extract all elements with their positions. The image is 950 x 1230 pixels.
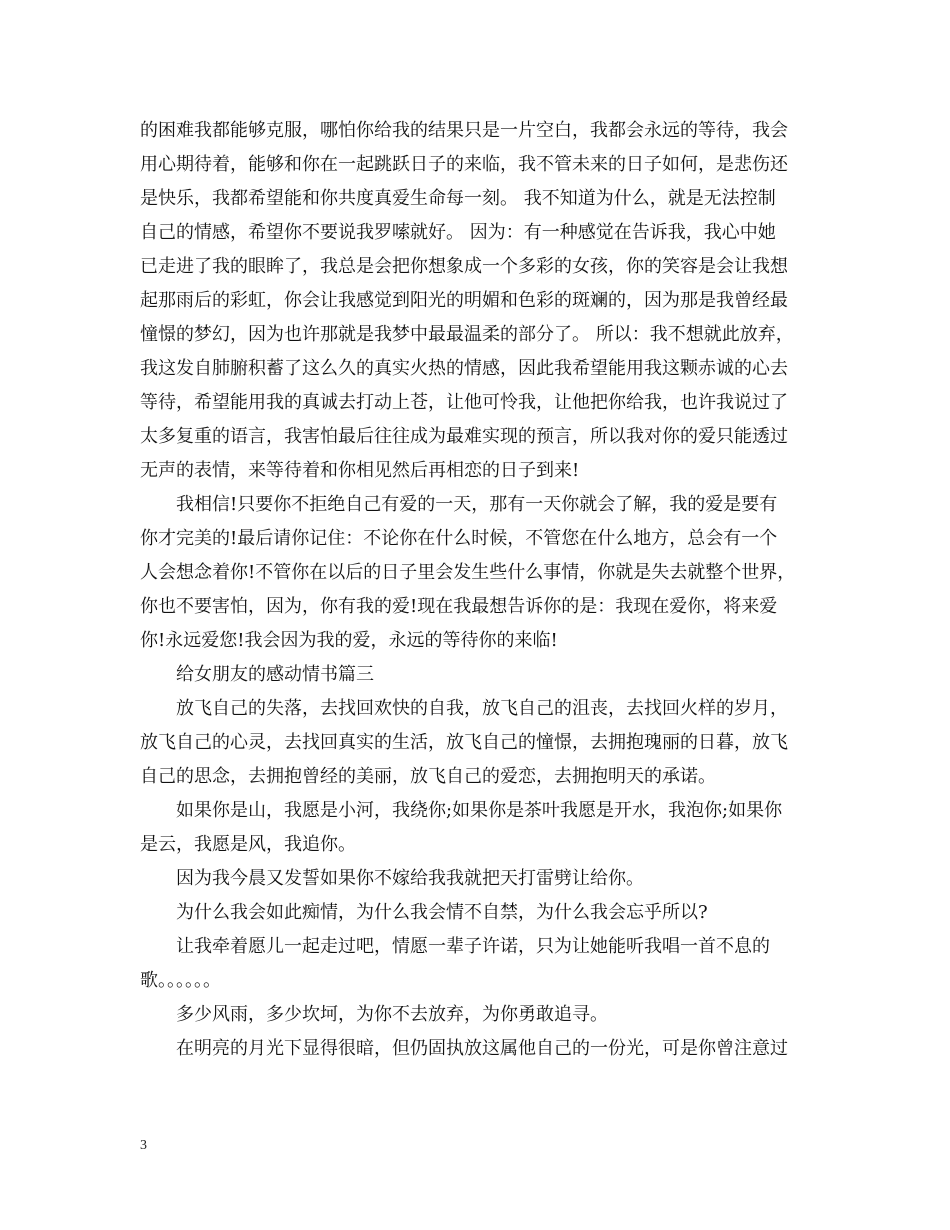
text-line: 等待，希望能用我的真诚去打动上苍，让他可怜我，让他把你给我，也许我说过了 xyxy=(140,392,788,413)
section-heading: 给女朋友的感动情书篇三 xyxy=(176,664,374,685)
text-line: 太多复重的语言，我害怕最后往往成为最难实现的预言，所以我对你的爱只能透过 xyxy=(140,426,788,447)
text-line: 我这发自肺腑积蓄了这么久的真实火热的情感，因此我希望能用我这颗赤诚的心去 xyxy=(140,358,788,379)
paragraph-start-line: 我相信!只要你不拒绝自己有爱的一天，那有一天你就会了解，我的爱是要有 xyxy=(176,494,778,515)
text-line: 放飞自己的心灵，去找回真实的生活，放飞自己的憧憬，去拥抱瑰丽的日暮，放飞 xyxy=(140,732,788,753)
paragraph-start-line: 多少风雨，多少坎坷，为你不去放弃，为你勇敢追寻。 xyxy=(176,1004,608,1025)
text-line: 你也不要害怕，因为，你有我的爱!现在我最想告诉你的是：我现在爱你，将来爱 xyxy=(140,596,778,617)
text-line: 憧憬的梦幻，因为也许那就是我梦中最最温柔的部分了。 所以：我不想就此放弃， xyxy=(140,324,794,345)
document-body xyxy=(140,114,816,1066)
text-line: 起那雨后的彩虹，你会让我感觉到阳光的明媚和色彩的斑斓的，因为那是我曾经最 xyxy=(140,290,788,311)
paragraph-start-line: 在明亮的月光下显得很暗，但仍固执放这属他自己的一份光，可是你曾注意过 xyxy=(176,1038,788,1059)
text-line: 你!永远爱您!我会因为我的爱，永远的等待你的来临! xyxy=(140,630,558,651)
text-line: 歌。。。。。。 xyxy=(140,970,221,991)
text-line: 已走进了我的眼眸了，我总是会把你想象成一个多彩的女孩，你的笑容是会让我想 xyxy=(140,256,788,277)
text-line: 用心期待着，能够和你在一起跳跃日子的来临，我不管未来的日子如何，是悲伤还 xyxy=(140,154,788,175)
paragraph-start-line: 为什么我会如此痴情，为什么我会情不自禁，为什么我会忘乎所以? xyxy=(176,902,708,923)
text-line: 人会想念着你!不管你在以后的日子里会发生些什么事情，你就是失去就整个世界， xyxy=(140,562,796,583)
paragraph-start-line: 让我牵着愿儿一起走过吧，情愿一辈子许诺，只为让她能听我唱一首不息的 xyxy=(176,936,770,957)
text-line: 你才完美的!最后请你记住：不论你在什么时候，不管您在什么地方，总会有一个 xyxy=(140,528,778,549)
text-line: 自己的情感，希望你不要说我罗嗦就好。 因为：有一种感觉在告诉我，我心中她 xyxy=(140,222,776,243)
paragraph-start-line: 如果你是山，我愿是小河，我绕你;如果你是茶叶我愿是开水，我泡你;如果你 xyxy=(176,800,783,821)
text-line: 自己的思念，去拥抱曾经的美丽，放飞自己的爱恋，去拥抱明天的承诺。 xyxy=(140,766,716,787)
text-line: 无声的表情，来等待着和你相见然后再相恋的日子到来! xyxy=(140,460,580,481)
page-number: 3 xyxy=(140,1138,147,1153)
paragraph-start-line: 因为我今晨又发誓如果你不嫁给我我就把天打雷劈让给你。 xyxy=(176,868,644,889)
text-line: 是云，我愿是风，我追你。 xyxy=(140,834,356,855)
text-line: 是快乐，我都希望能和你共度真爱生命每一刻。 我不知道为什么，就是无法控制 xyxy=(140,188,776,209)
text-line: 的困难我都能够克服，哪怕你给我的结果只是一片空白，我都会永远的等待，我会 xyxy=(140,120,788,141)
paragraph-start-line: 放飞自己的失落，去找回欢快的自我，放飞自己的沮丧，去找回火样的岁月， xyxy=(176,698,788,719)
